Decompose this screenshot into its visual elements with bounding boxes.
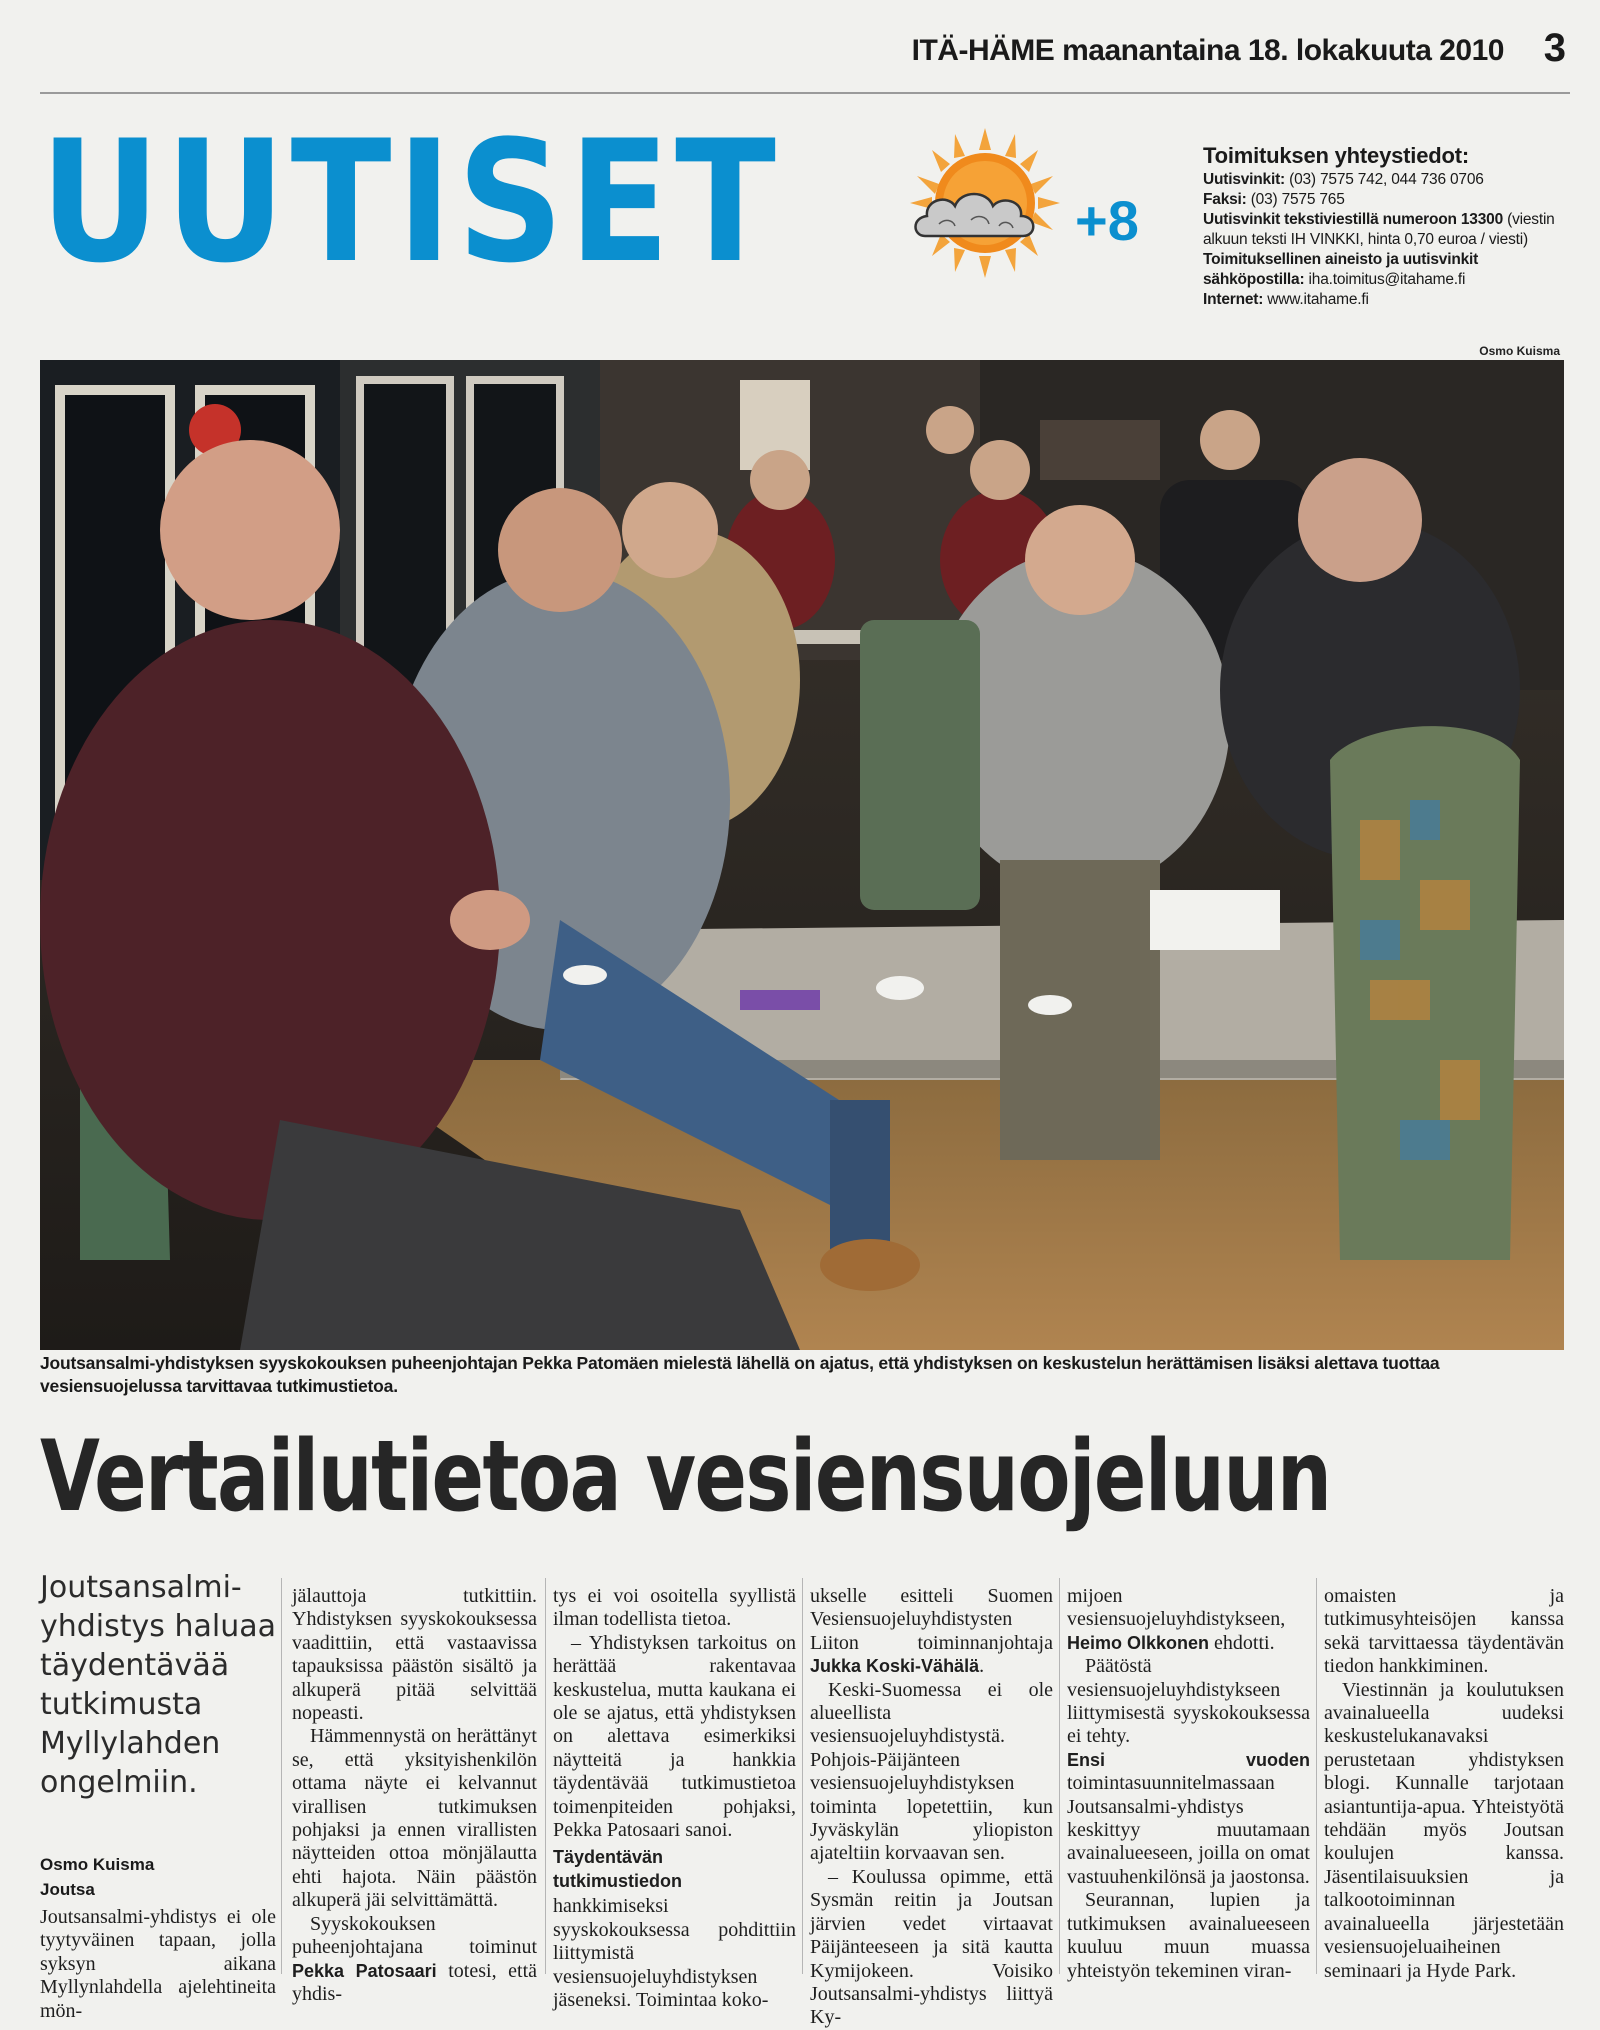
contact-line-fax: Faksi: (03) 7575 765 (1203, 191, 1345, 208)
article-column-3 (553, 1585, 796, 2012)
paragraph: Seurannan, lupien ja tutkimuksen avainalueeseen kuuluu muun muassa yhteistyön tekeminen viran- (1067, 1889, 1310, 1982)
contact-info (1203, 142, 1583, 310)
article-column-2 (292, 1585, 537, 2006)
article-column-6 (1324, 1585, 1564, 1983)
paragraph: Joutsansalmi-yhdistys ei ole tyytyväinen tapaan, jolla syksyn aikana Myllynlahdella ajelehtineita mön- (40, 1906, 276, 2022)
paragraph: mijoen vesiensuojeluyhdistykseen, Heimo Olkkonen ehdotti. (1067, 1585, 1286, 1654)
header-divider (40, 92, 1570, 94)
contact-line-internet: Internet: www.itahame.fi (1203, 291, 1369, 308)
column-rule (1059, 1578, 1060, 1974)
contact-line-sms: Uutisvinkit tekstiviestillä numeroon 13300 (viestin alkuun teksti IH VINKKI, hinta 0,70 euroa / viesti) (1203, 211, 1555, 248)
article-column-4 (810, 1585, 1053, 2030)
section-title: UUTISET (40, 104, 782, 300)
contact-line-tips: Uutisvinkit: (03) 7575 742, 044 736 0706 (1203, 171, 1484, 188)
paragraph: – Yhdistyksen tarkoitus on herättää rakentavaa keskustelua, mutta kaukana ei ole se ajatus, että yhdistyksen on alettava esimerkiksi näytteitä ja hankkia täydentävää tutkimustietoa toimenpiteiden pohjaksi, Pekka Patosaari sanoi. (553, 1631, 796, 1842)
paragraph: Keski-Suomessa ei ole alueellista vesiensuojeluyhdistystä. Pohjois-Päijänteen vesiensuojeluyhdistyksen toiminta lopetettiin, kun Jyväskylän yliopiston ajateltiin korvaavan sen. (810, 1678, 1053, 1865)
page-number: 3 (1543, 26, 1566, 70)
paragraph: Syyskokouksen puheenjohtajana toiminut Pekka Patosaari totesi, että yhdis- (292, 1912, 538, 2005)
paragraph: Hämmennystä on herättänyt se, että yksityishenkilön ottama näyte ei kelvannut virallisen tutkimuksen pohjaksi ja ennen virallisten näytteiden ottoa mönjälautta ehti hajota. Näin päästön alkuperä jäi selvittämättä. (292, 1725, 537, 1912)
column-rule (802, 1578, 803, 1974)
photo-credit: Osmo Kuisma (1479, 344, 1560, 358)
contact-title: Toimituksen yhteystiedot: (1203, 143, 1469, 168)
paragraph: hankkimiseksi syyskokouksessa pohdittiin liittymistä vesiensuojeluyhdistyksen jäseneksi. Toimintaa koko- (553, 1895, 796, 2011)
meeting-photo (40, 360, 1564, 1350)
weather-temperature: +8 (1075, 189, 1139, 252)
article-headline: Vertailutietoa vesiensuojeluun (40, 1420, 1331, 1534)
sun-behind-cloud-icon (895, 128, 1075, 278)
article-column-1 (40, 1906, 276, 2023)
paragraph: tys ei voi osoitella syyllistä ilman todellista tietoa. (553, 1585, 796, 1631)
column-rule (545, 1578, 546, 1974)
paragraph: omaisten ja tutkimusyhteisöjen kanssa sekä tarvittaessa täydentävän tiedon hankkiminen. (1324, 1585, 1564, 1678)
paragraph: Ensi vuoden toimintasuunnitelmassaan Joutsansalmi-yhdistys keskittyy muutamaan avainalueeseen, joilla on omat vastuuhenkilönsä ja jaostonsa. (1067, 1749, 1310, 1888)
article-lead: Joutsansalmi-yhdistys haluaa täydentävää tutkimusta Myllylahden ongelmiin. (40, 1570, 276, 1800)
byline-location: Joutsa (40, 1880, 95, 1899)
paragraph: jälauttoja tutkittiin. Yhdistyksen syyskokouksessa vaadittiin, että vastaavissa tapauksissa päästön sisältö ja alkuperä pitää selvittää nopeasti. (292, 1585, 537, 1725)
article-column-5 (1067, 1585, 1310, 1983)
masthead-date: ITÄ-HÄME maanantaina 18. lokakuuta 2010 (911, 34, 1504, 67)
contact-line-email: Toimituksellinen aineisto ja uutisvinkit sähköpostilla: iha.toimitus@itahame.fi (1203, 251, 1479, 288)
subheading: Täydentävän tutkimustiedon (553, 1847, 682, 1891)
paragraph: Viestinnän ja koulutuksen avainalueella uudeksi keskustelukanavaksi perustetaan yhdistyksen blogi. Kunnalle tarjotaan asiantuntija-apua. Yhteistyötä tehdään myös Joutsan koulujen kanssa. Jäsentilaisuuksien ja talkootoiminnan avainalueella järjestetään vesiensuojeluaiheinen seminaari ja Hyde Park. (1324, 1678, 1564, 1982)
paragraph: – Koulussa opimme, että Sysmän reitin ja Joutsan järvien vedet virtaavat Päijänteeseen ja sitä kautta Kymijokeen. Voisiko Joutsansalmi-yhdistys liittyä Ky- (810, 1865, 1053, 2029)
column-rule (1316, 1578, 1317, 1974)
byline-author: Osmo Kuisma (40, 1855, 155, 1874)
column-rule (281, 1578, 282, 1974)
paragraph: Päätöstä vesiensuojeluyhdistykseen liittymisestä syyskokouksessa ei tehty. (1067, 1655, 1310, 1748)
paragraph: ukselle esitteli Suomen Vesiensuojeluyhdistysten Liiton toiminnanjohtaja Jukka Koski-Vähälä. (810, 1585, 1053, 1678)
photo-caption: Joutsansalmi-yhdistyksen syyskokouksen puheenjohtajan Pekka Patomäen mielestä lähellä on ajatus, että yhdistyksen on keskustelun herättämisen lisäksi alettava tuottaa vesiensuojelussa tarvittavaa tutkimustietoa. (40, 1353, 1440, 1396)
